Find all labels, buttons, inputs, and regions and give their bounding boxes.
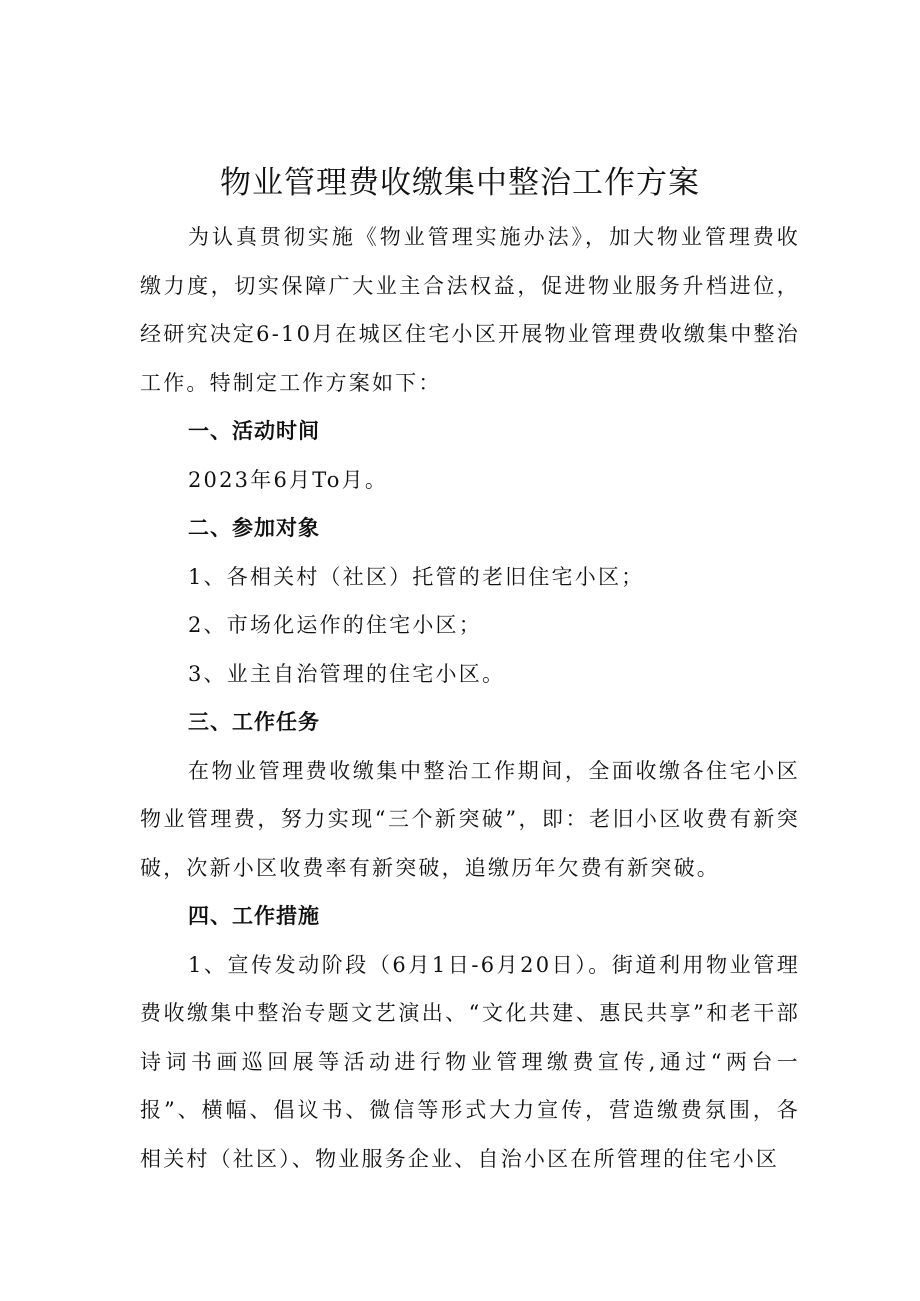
measures-paragraph: 1、宣传发动阶段（6月1日-6月20日）。街道利用物业管理费收缴集中整治专题文艺演出、“文化共建、惠民共享”和老干部诗词书画巡回展等活动进行物业管理缴费宣传,通过“两台一报”、横幅、倡议书、微信等形式大力宣传，营造缴费氛围，各相关村（社区）、物业服务企业、自治小区在所管理的住宅小区 xyxy=(140,952,800,1171)
activity-time-text: 2023年6月To月。 xyxy=(188,467,389,492)
participant-item: 3、业主自治管理的住宅小区。 xyxy=(188,661,506,686)
section-heading-participants: 二、参加对象 xyxy=(188,516,320,540)
participant-item: 2、市场化运作的住宅小区； xyxy=(188,613,482,637)
intro-paragraph: 为认真贯彻实施《物业管理实施办法》，加大物业管理费收缴力度，切实保障广大业主合法权益，促进物业服务升档进位，经研究决定6-10月在城区住宅小区开展物业管理费收缴集中整治工作。特制定工作方案如下： xyxy=(140,225,800,395)
tasks-paragraph: 在物业管理费收缴集中整治工作期间，全面收缴各住宅小区物业管理费，努力实现“三个新突破”，即：老旧小区收费有新突破，次新小区收费率有新突破，追缴历年欠费有新突破。 xyxy=(140,758,800,880)
section-heading-tasks: 三、工作任务 xyxy=(188,710,320,734)
section-heading-activity-time: 一、活动时间 xyxy=(188,419,320,443)
section-heading-measures: 四、工作措施 xyxy=(188,904,320,928)
document-title: 物业管理费收缴集中整治工作方案 xyxy=(220,164,700,201)
document-body xyxy=(140,213,800,1183)
participant-item: 1、各相关村（社区）托管的老旧住宅小区； xyxy=(188,564,645,589)
